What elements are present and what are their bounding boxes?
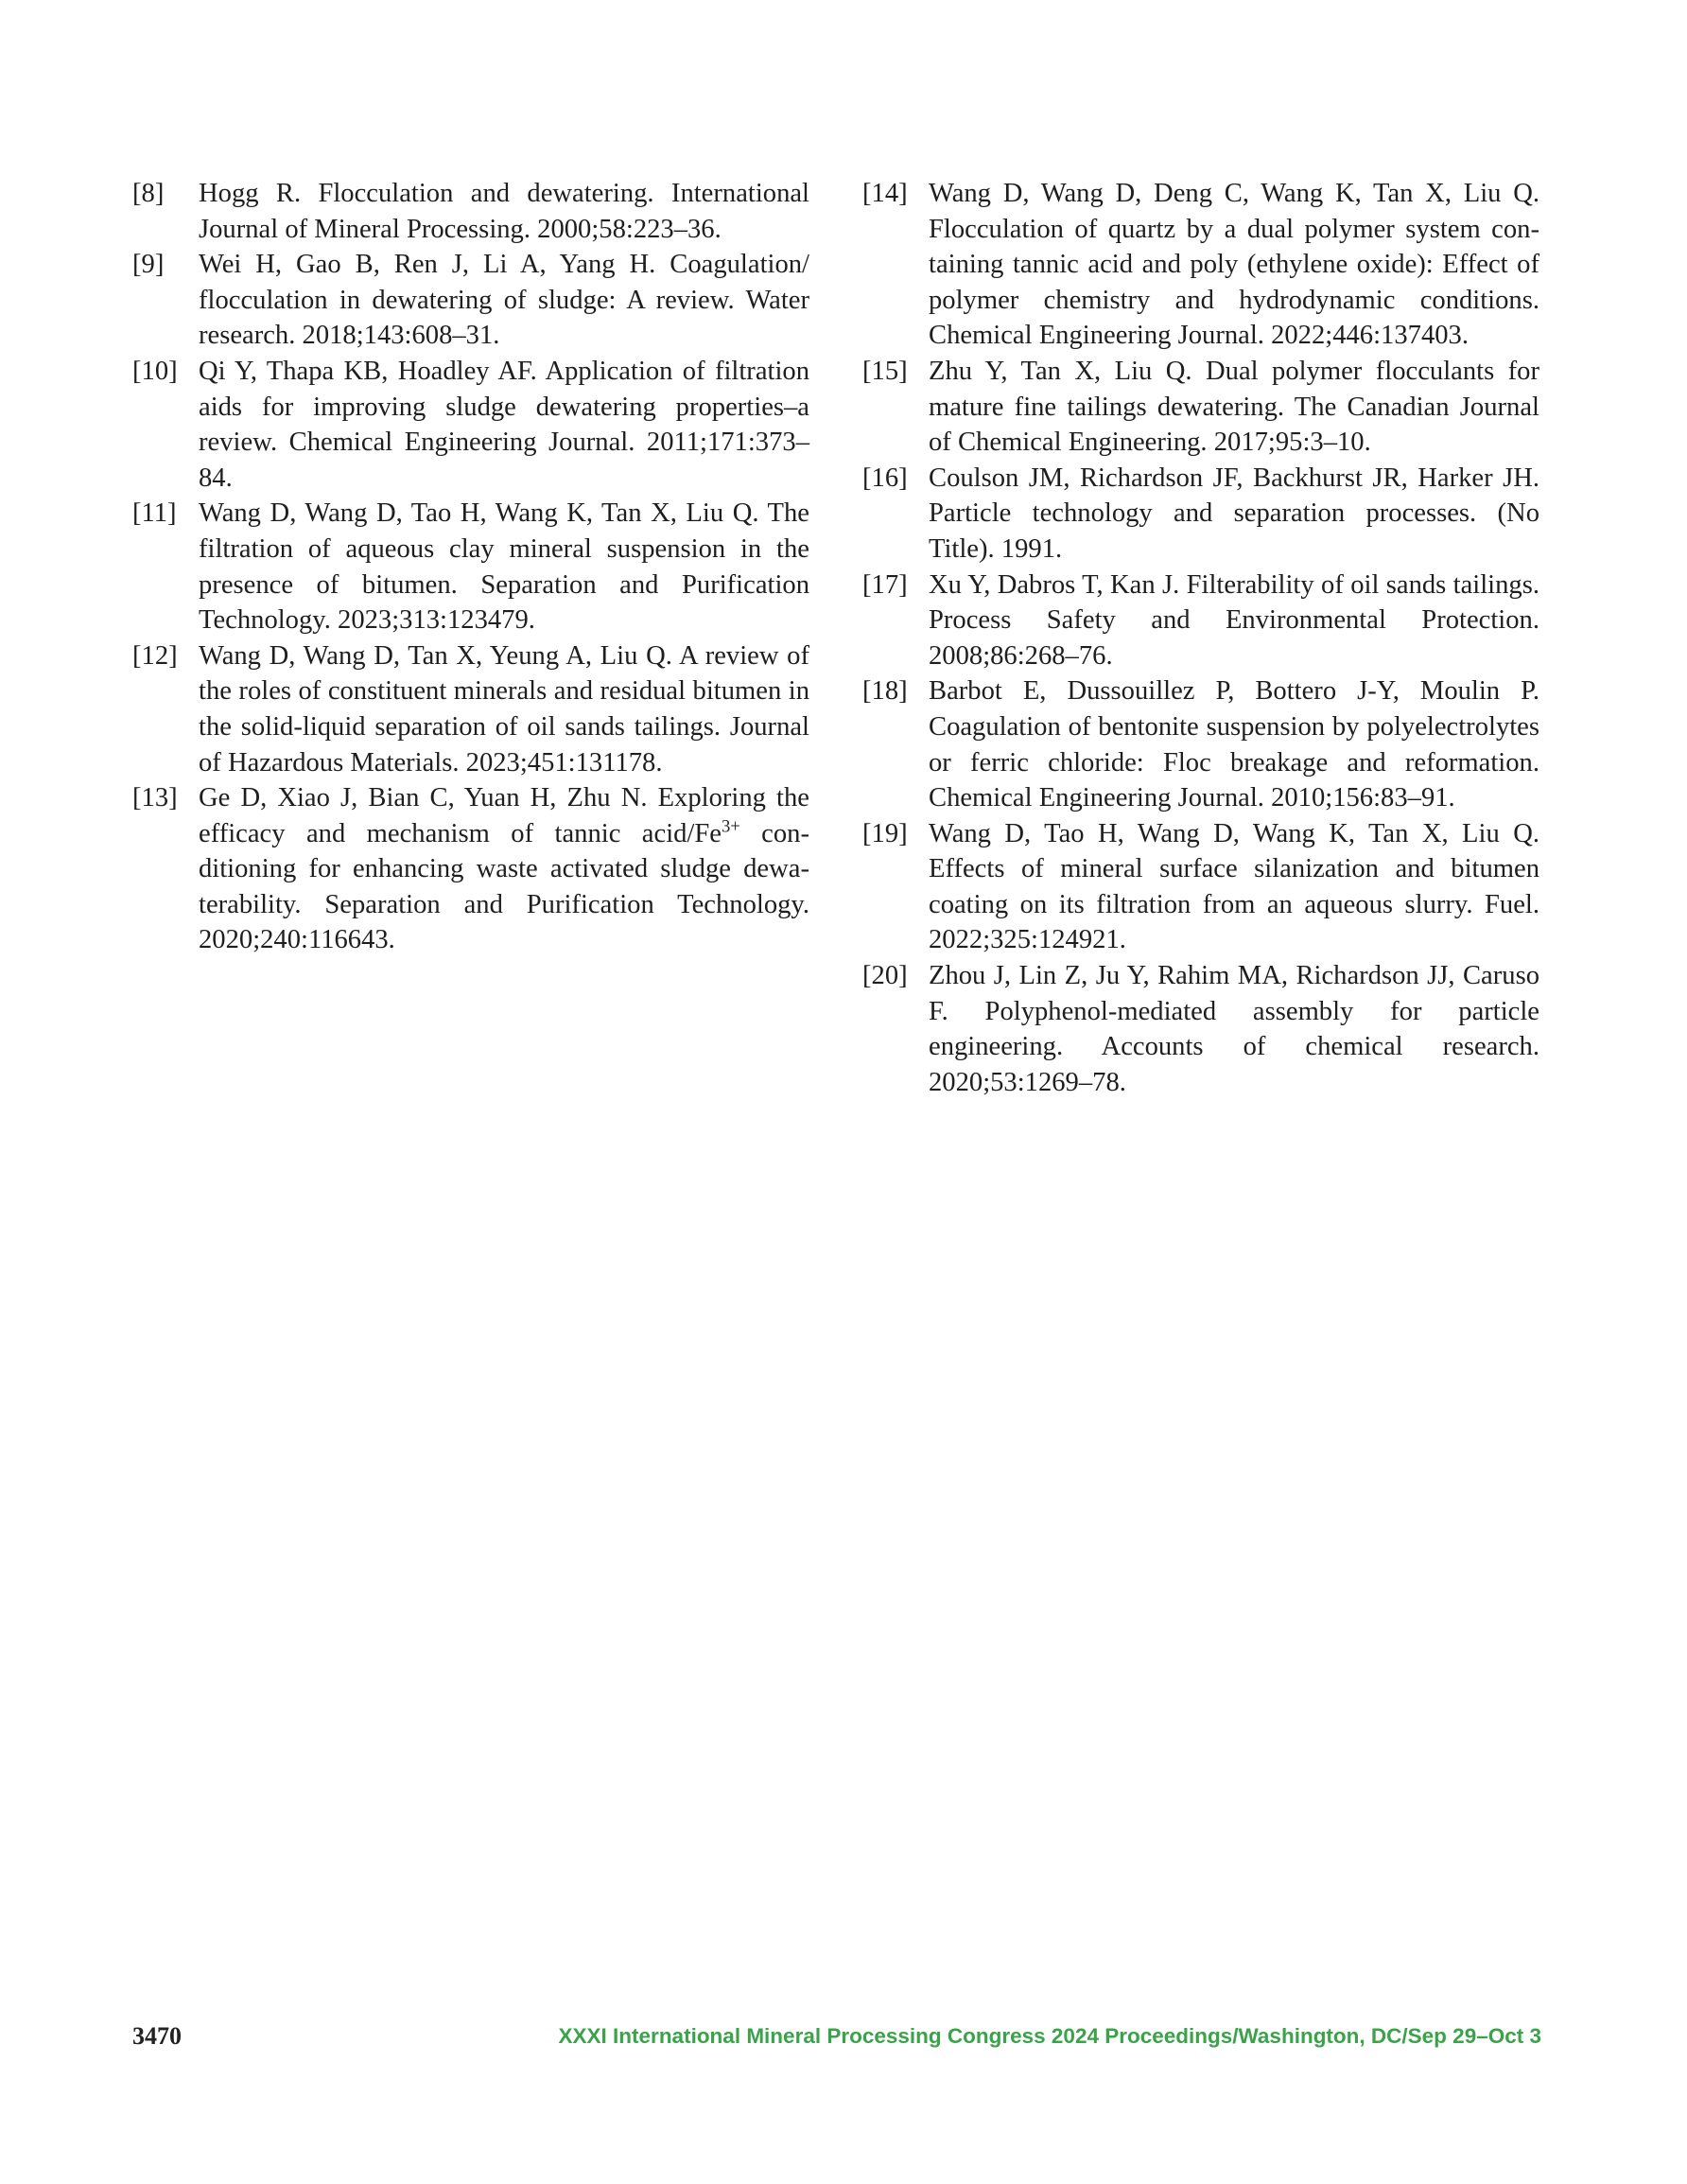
reference-entry [862,673,1539,815]
reference-entry [132,638,809,780]
reference-number: [11] [132,498,177,529]
reference-number: [9] [132,250,165,280]
reference-entry [862,958,1539,1100]
reference-text: Wang D, Wang D, Deng C, Wang K, Tan X, Liu Q. Flocculation of quartz by a dual polymer system containing tannic acid and poly (ethylene oxide): Effect of polymer chemistry and hydrodynamic conditions. Chemical Engineering Journal. 2022;446:137403. [929,179,1539,351]
reference-text: Xu Y, Dabros T, Kan J. Filterability of oil sands tailings. Process Safety and Environmental Protection. 2008;86:268–76. [929,569,1539,671]
reference-text-part: conditioning for enhancing waste activated sludge dewaterability. Separation and Purification Technology. 2020;240:116643. [199,818,809,955]
reference-text: Wei H, Gao B, Ren J, Li A, Yang H. Coagulation/ flocculation in dewatering of sludge: A review. Water research. 2018;143:608–31. [199,250,809,351]
reference-entry [862,568,1539,674]
reference-number: [18] [862,676,908,707]
references-column-right [862,176,1539,1100]
reference-text: Qi Y, Thapa KB, Hoadley AF. Application of filtration aids for improving sludge dewatering properties–a review. Chemical Engineering Journal. 2011;171:373–84. [199,356,809,493]
reference-entry [862,461,1539,568]
reference-entry [862,816,1539,958]
reference-number: [12] [132,640,178,671]
reference-entry [132,496,809,638]
reference-number: [8] [132,179,165,208]
reference-number: [20] [862,961,908,991]
reference-text: Wang D, Wang D, Tao H, Wang K, Tan X, Liu Q. The filtration of aqueous clay mineral suspension in the presence of bitumen. Separation and Purification Technology. 2023;313:123479. [199,498,809,636]
references-column-left [132,176,809,958]
reference-number: [14] [862,179,908,208]
reference-text: Barbot E, Dussouillez P, Bottero J-Y, Moulin P. Coagulation of bentonite suspension by polyelectrolytes or ferric chloride: Floc breakage and reformation. Chemical Engineering Journal. 2010;156:83–91. [929,676,1539,813]
reference-number: [19] [862,818,908,848]
reference-text: Coulson JM, Richardson JF, Backhurst JR, Harker JH. Particle technology and separation processes. (No Title). 1991. [929,463,1539,564]
page-footer [132,2022,1541,2056]
reference-text: Wang D, Wang D, Tan X, Yeung A, Liu Q. A review of the roles of constituent minerals and residual bitumen in the solid-liquid separation of oil sands tailings. Journal of Hazardous Materials. 2023;451:131178. [199,640,809,778]
reference-entry [132,780,809,958]
reference-number: [15] [862,356,908,386]
reference-entry [862,176,1539,354]
reference-entry [132,354,809,496]
page-number: 3470 [132,2022,182,2050]
reference-entry [132,176,809,247]
reference-number: [10] [132,356,178,386]
reference-text [199,780,809,958]
reference-number: [13] [132,783,178,813]
reference-number: [16] [862,463,908,493]
reference-text: Hogg R. Flocculation and dewatering. International Journal of Mineral Processing. 2000;58:223–36. [199,179,809,244]
reference-text-part: Ge D, Xiao J, Bian C, Yuan H, Zhu N. Exploring the efficacy and mechanism of tannic acid/Fe [199,783,809,848]
running-footer-title: XXXI International Mineral Processing Congress 2024 Proceedings/Washington, DC/Sep 29–Oct 3 [558,2024,1541,2048]
reference-entry [132,247,809,354]
reference-text: Wang D, Tao H, Wang D, Wang K, Tan X, Liu Q. Effects of mineral surface silanization and bitumen coating on its filtration from an aqueous slurry. Fuel. 2022;325:124921. [929,818,1539,955]
reference-text: Zhu Y, Tan X, Liu Q. Dual polymer flocculants for mature fine tailings dewatering. The Canadian Journal of Chemical Engineering. 2017;95:3–10. [929,356,1539,458]
superscript-charge: 3+ [721,816,740,837]
reference-entry [862,354,1539,461]
reference-text: Zhou J, Lin Z, Ju Y, Rahim MA, Richardson JJ, Caruso F. Polyphenol-mediated assembly for particle engineering. Accounts of chemical research. 2020;53:1269–78. [929,961,1539,1097]
reference-number: [17] [862,569,908,600]
